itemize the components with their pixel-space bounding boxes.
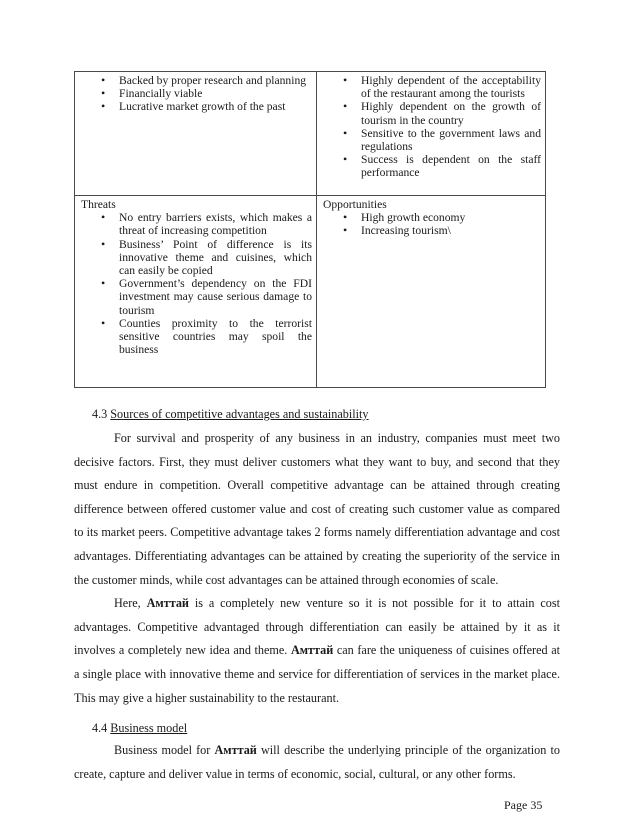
section-4-3-heading xyxy=(92,407,369,422)
paragraph-text: can fare the uniqueness of cuisines offered at a single place with innovative theme and service for differentiation of services in the market place. This may give a higher sustainability to the restaurant. xyxy=(74,643,560,705)
opportunity-item: • High growth economy xyxy=(323,211,541,224)
strength-item: • Backed by proper research and planning xyxy=(81,74,312,87)
section-number: 4.3 xyxy=(92,407,108,421)
paragraph xyxy=(74,592,560,710)
weakness-item: • Success is dependent on the staff performance xyxy=(323,153,541,179)
strengths-list xyxy=(81,74,312,114)
weakness-item: • Highly dependent on the growth of tourism in the country xyxy=(323,100,541,126)
paragraph-text: Here, xyxy=(114,596,147,611)
paragraph xyxy=(74,739,560,786)
paragraph xyxy=(74,427,560,592)
section-title: Business model xyxy=(110,721,188,735)
opportunities-heading: Opportunities xyxy=(323,198,387,211)
opportunity-item: • Increasing tourism\ xyxy=(323,224,541,237)
section-number: 4.4 xyxy=(92,721,108,735)
brand-name: Амттай xyxy=(290,643,334,658)
opportunities-cell xyxy=(317,196,546,388)
strengths-cell xyxy=(75,72,317,196)
paragraph-text: is a completely new venture so it is not possible for it to attain cost advantages. Competitive advantaged through differentiation can easily be attained by it as it involves a completely new idea and theme. xyxy=(74,596,560,658)
section-4-4-body xyxy=(74,739,560,786)
weakness-item: • Highly dependent of the acceptability of the restaurant among the tourists xyxy=(323,74,541,100)
strength-item: • Financially viable xyxy=(81,87,312,100)
swot-row-threats-opportunities xyxy=(75,196,546,388)
weaknesses-cell xyxy=(317,72,546,196)
swot-row-strengths-weaknesses xyxy=(75,72,546,196)
threats-list xyxy=(81,211,312,356)
threat-item: • Government’s dependency on the FDI investment may cause serious damage to tourism xyxy=(81,277,312,317)
section-4-4-heading xyxy=(92,721,187,736)
swot-table xyxy=(74,71,546,388)
paragraph-text: will describe the underlying principle of the organization to create, capture and deliver value in terms of economic, social, cultural, or any other forms. xyxy=(74,743,560,781)
threats-heading: Threats xyxy=(81,198,116,211)
section-4-3-body xyxy=(74,427,560,710)
paragraph-text: Business model for xyxy=(114,743,215,757)
threats-cell xyxy=(75,196,317,388)
opportunities-list xyxy=(323,211,541,237)
paragraph-text: For survival and prosperity of any business in an industry, companies must meet two decisive factors. First, they must deliver customers what they want to buy, and second that they must endure in competition. Overall competitive advantage can be attained through creating difference between offered customer value and cost of creating such customer value as compared to its market peers. Competitive advantage takes 2 forms namely differentiation advantage and cost advantages. Differentiating advantages can be attained by creating the superiority of the service in the customer minds, while cost advantages can be attained through economies of scale. xyxy=(74,431,560,587)
page-number: Page 35 xyxy=(504,798,543,812)
section-title: Sources of competitive advantages and sustainability xyxy=(110,407,369,421)
weaknesses-list xyxy=(323,74,541,180)
threat-item: • Business’ Point of difference is its innovative theme and cuisines, which can easily be copied xyxy=(81,238,312,278)
brand-name: Амттай xyxy=(214,743,257,757)
threat-item: • Counties proximity to the terrorist sensitive countries may spoil the business xyxy=(81,317,312,357)
brand-name: Амттай xyxy=(146,596,189,611)
threat-item: • No entry barriers exists, which makes a threat of increasing competition xyxy=(81,211,312,237)
weakness-item: • Sensitive to the government laws and regulations xyxy=(323,127,541,153)
strength-item: • Lucrative market growth of the past xyxy=(81,100,312,113)
